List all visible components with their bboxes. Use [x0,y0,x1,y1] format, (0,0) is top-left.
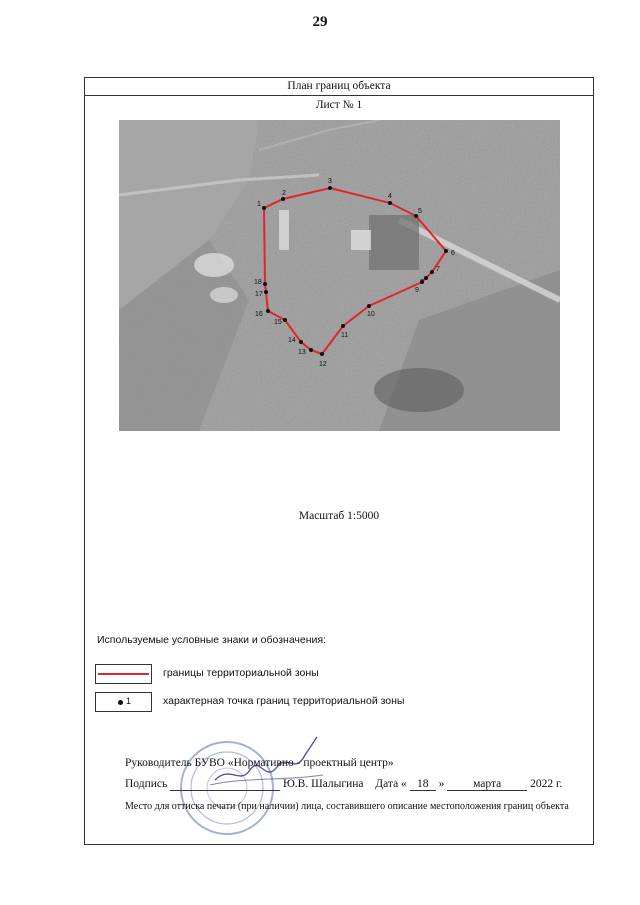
scale-label: Масштаб 1:5000 [298,510,380,522]
legend-heading: Используемые условные знаки и обозначения: [97,634,327,646]
organization-line: Руководитель БУВО «Нормативно - проектный центр» [125,757,394,769]
building-cluster [369,215,419,270]
boundary-point-12 [320,352,324,356]
legend-symbol-point [95,692,152,712]
boundary-point-label-18: 18 [254,279,262,286]
boundary-point-16 [266,309,270,313]
building [279,210,289,250]
boundary-point-label-12: 12 [319,361,327,368]
boundary-point-label-16: 16 [255,311,263,318]
boundary-point-label-9: 9 [415,287,419,294]
signature-blank [170,778,280,791]
boundary-point-label-17: 17 [255,291,263,298]
legend-label: границы территориальной зоны [163,667,319,679]
boundary-point-label-5: 5 [418,208,422,215]
boundary-point-9 [420,280,424,284]
page-number: 29 [312,14,328,30]
boundary-point-17 [264,290,268,294]
point-dot-icon [118,700,123,705]
legend-label: характерная точка границ территориальной зоны [163,695,405,707]
date-label: Дата « [375,778,407,790]
document-frame [84,77,594,845]
boundary-point-18 [263,282,267,286]
boundary-point-3 [328,186,332,190]
dark-patch [374,368,464,412]
boundary-point-8 [424,276,428,280]
date-month: марта [447,778,527,791]
boundary-point-label-7: 7 [436,266,440,273]
stamp-note: Место для оттиска печати (при наличии) лица, составившего описание местоположения границ объекта [125,801,569,812]
signature-date-line [125,778,562,791]
date-year: 2022 г. [530,778,563,790]
boundary-point-label-11: 11 [341,332,349,339]
bright-patch [210,287,238,303]
boundary-point-label-3: 3 [328,178,332,185]
boundary-point-13 [309,348,313,352]
boundary-point-14 [299,340,303,344]
point-number-sample: 1 [126,696,132,706]
boundary-point-label-4: 4 [388,193,392,200]
aerial-map [119,120,560,431]
boundary-point-label-14: 14 [288,337,296,344]
boundary-point-label-13: 13 [298,349,306,356]
boundary-point-label-15: 15 [274,319,282,326]
boundary-point-10 [367,304,371,308]
boundary-point-label-10: 10 [367,311,375,318]
boundary-point-11 [341,324,345,328]
legend-symbol-boundary [95,664,152,684]
boundary-point-15 [283,318,287,322]
boundary-point-1 [262,206,266,210]
date-day: 18 [410,778,436,791]
bright-patch [194,253,234,277]
boundary-point-label-6: 6 [451,250,455,257]
signatory-name: Ю.В. Шалыгина [282,778,364,790]
boundary-point-2 [281,197,285,201]
boundary-point-6 [444,249,448,253]
boundary-point-label-1: 1 [257,201,261,208]
building [351,230,371,250]
sheet-label: Лист № 1 [315,99,363,111]
boundary-point-label-2: 2 [282,190,286,197]
frame-title: План границ объекта [85,78,593,96]
boundary-point-4 [388,201,392,205]
boundary-point-7 [430,270,434,274]
signature-label: Подпись [125,778,168,790]
boundary-line-sample [98,673,149,675]
date-mid: » [438,778,445,790]
